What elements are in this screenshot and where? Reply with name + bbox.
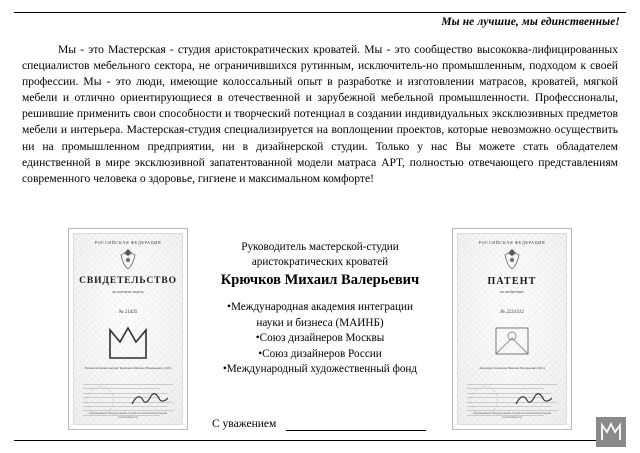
certificate-right-body: Автор(ы): Крючков Михаил Валерьевич (RU)	[479, 366, 545, 370]
certificate-right-country: РОССИЙСКАЯ ФЕДЕРАЦИЯ	[478, 240, 546, 245]
certificate-left-stamp	[86, 386, 114, 414]
top-divider	[14, 12, 626, 13]
membership-item: •Международный художественный фонд	[222, 363, 418, 376]
leader-role-line2: аристократических кроватей	[251, 255, 389, 268]
coat-of-arms-icon	[111, 247, 145, 273]
certificate-image-right	[452, 228, 572, 430]
leader-name: Крючков Михаил Валерьевич	[220, 272, 420, 288]
certificate-right-signature	[514, 392, 554, 408]
body-paragraph: Мы - это Мастерская - студия аристократических кроватей. Мы - это сообщество высококва-лифицированных специалистов мебельного сектора, не ограничившихся рутинным, исключитель-но промышленным, подходом к своей профессии. Мы - это люди, имеющие колоссальный опыт в разработке и изготовлении матрасов, кроватей, мягкой мебели и отлично ориентирующиеся в отечественной и зарубежной мебельной промышленности. Профессионалы, решившие применить свои способности и творческий потенциал в создании индивидуальных эксклюзивных предметов мебели и интерьера. Мастерская-студия специализируется на воплощении проектов, которые невозможно осуществить ни на промышленном предприятии, ни в дизайнерской студии. Только у нас Вы можете стать обладателем единственной в мире эксклюзивной запатентованной модели матраса АРТ, полностью отвечающего представлениям современного человека о здоровье, гигиене и максимальном комфорте!	[22, 43, 618, 185]
closing-text: С уважением	[212, 418, 277, 430]
certificate-left-signature	[130, 392, 170, 408]
company-logo-icon	[596, 417, 626, 447]
membership-item: •Союз дизайнеров Москвы	[255, 332, 385, 345]
certificate-right-inner	[457, 233, 567, 425]
certificate-left-title: СВИДЕТЕЛЬСТВО	[79, 276, 177, 286]
certificate-left-subtitle: на полезную модель	[112, 290, 144, 294]
coat-of-arms-icon	[495, 247, 529, 273]
membership-item: •Союз дизайнеров России	[258, 347, 382, 360]
leader-block	[200, 240, 440, 378]
leader-role-line1: Руководитель мастерской-студии	[241, 241, 399, 253]
certificate-right-stamp	[470, 386, 498, 414]
page-headline: Мы не лучшие, мы единственные!	[441, 16, 620, 28]
membership-item-continued: науки и бизнеса (МАИНБ)	[256, 316, 384, 329]
certificate-left-body: Патентообладатель(ли): Крючков Михаил Валерьевич, (RU)	[84, 366, 172, 370]
certificate-right-number: № 2231312	[500, 310, 524, 315]
certificate-right-emblem	[488, 320, 536, 362]
certificate-right-subtitle: на изобретение	[500, 290, 524, 294]
certificate-image-left	[68, 228, 188, 430]
certificate-left-number: № 21435	[118, 310, 138, 315]
certificate-right-footer: Руководитель Федеральной службы по интеллектуальной собственности	[472, 411, 552, 419]
membership-item: •Международная академия интеграции	[227, 301, 413, 313]
certificate-left-inner	[73, 233, 183, 425]
signature-line	[286, 430, 426, 431]
certificate-right-title: ПАТЕНТ	[487, 276, 537, 287]
certificate-left-country: РОССИЙСКАЯ ФЕДЕРАЦИЯ	[94, 240, 162, 245]
memberships-list	[200, 300, 440, 378]
certificate-left-footer: Руководитель Федеральной службы по интеллектуальной собственности	[88, 411, 168, 419]
certificate-left-emblem	[104, 320, 152, 362]
bottom-divider	[14, 440, 626, 441]
